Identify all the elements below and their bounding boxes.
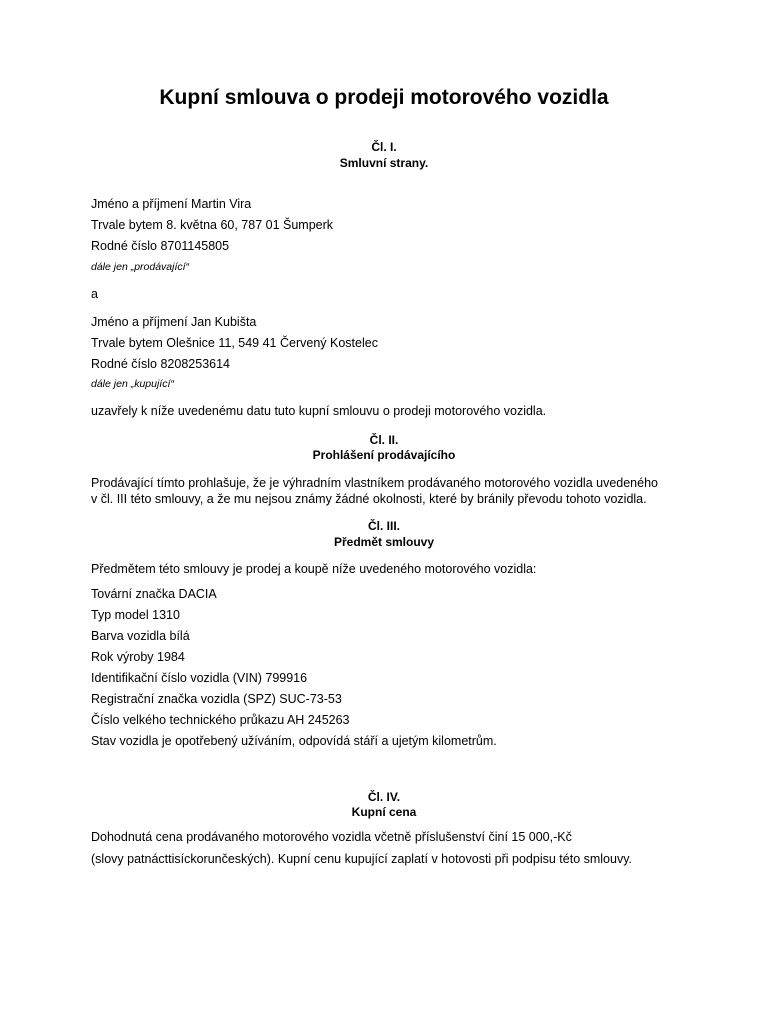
article-4-line-1: Dohodnutá cena prodávaného motorového vozidla včetně příslušenství činí 15 000,-Kč: [91, 830, 572, 844]
parties-closing: uzavřely k níže uvedenému datu tuto kupní smlouvu o prodeji motorového vozidla.: [91, 404, 547, 418]
article-2-line-2: v čl. III této smlouvy, a že mu nejsou známy žádné okolnosti, které by bránily převodu tohoto vozidla.: [91, 492, 647, 506]
vehicle-vin: Identifikační číslo vozidla (VIN) 799916: [91, 671, 308, 685]
conjunction: a: [91, 287, 98, 301]
article-3-number: Čl. III.: [367, 519, 400, 533]
buyer-address: Trvale bytem Olešnice 11, 549 41 Červený Kostelec: [91, 336, 378, 350]
article-2-heading: Prohlášení prodávajícího: [312, 448, 456, 462]
seller-note: dále jen „prodávající“: [91, 261, 190, 273]
article-4-number: Čl. IV.: [367, 790, 401, 804]
article-4-heading: Kupní cena: [351, 805, 417, 819]
article-1-number: Čl. I.: [371, 140, 397, 154]
seller-birth-number: Rodné číslo 8701145805: [91, 239, 230, 253]
seller-name: Jméno a příjmení Martin Vira: [91, 197, 252, 211]
vehicle-model: Typ model 1310: [91, 608, 180, 622]
article-4-line-2: (slovy patnácttisíckorunčeských). Kupní cenu kupující zaplatí v hotovosti při podpisu této smlouvy.: [91, 852, 633, 866]
vehicle-tech-card: Číslo velkého technického průkazu AH 245263: [91, 713, 350, 727]
article-2-line-1: Prodávající tímto prohlašuje, že je výhradním vlastníkem prodávaného motorového vozidla uvedeného: [91, 476, 658, 490]
seller-address: Trvale bytem 8. května 60, 787 01 Šumperk: [91, 218, 334, 232]
buyer-birth-number: Rodné číslo 8208253614: [91, 357, 231, 371]
article-1-heading: Smluvní strany.: [339, 156, 429, 170]
buyer-name: Jméno a příjmení Jan Kubišta: [91, 315, 257, 329]
article-3-intro: Předmětem této smlouvy je prodej a koupě níže uvedeného motorového vozidla:: [91, 562, 537, 576]
vehicle-condition: Stav vozidla je opotřebený užíváním, odpovídá stáří a ujetým kilometrům.: [91, 734, 497, 748]
article-3-heading: Předmět smlouvy: [333, 535, 435, 549]
article-2-number: Čl. II.: [369, 433, 399, 447]
document-title: Kupní smlouva o prodeji motorového vozidla: [159, 86, 609, 109]
vehicle-color: Barva vozidla bílá: [91, 629, 190, 643]
buyer-note: dále jen „kupující“: [91, 378, 174, 390]
vehicle-year: Rok výroby 1984: [91, 650, 185, 664]
vehicle-plate: Registrační značka vozidla (SPZ) SUC-73-53: [91, 692, 342, 706]
vehicle-make: Tovární značka DACIA: [91, 587, 217, 601]
